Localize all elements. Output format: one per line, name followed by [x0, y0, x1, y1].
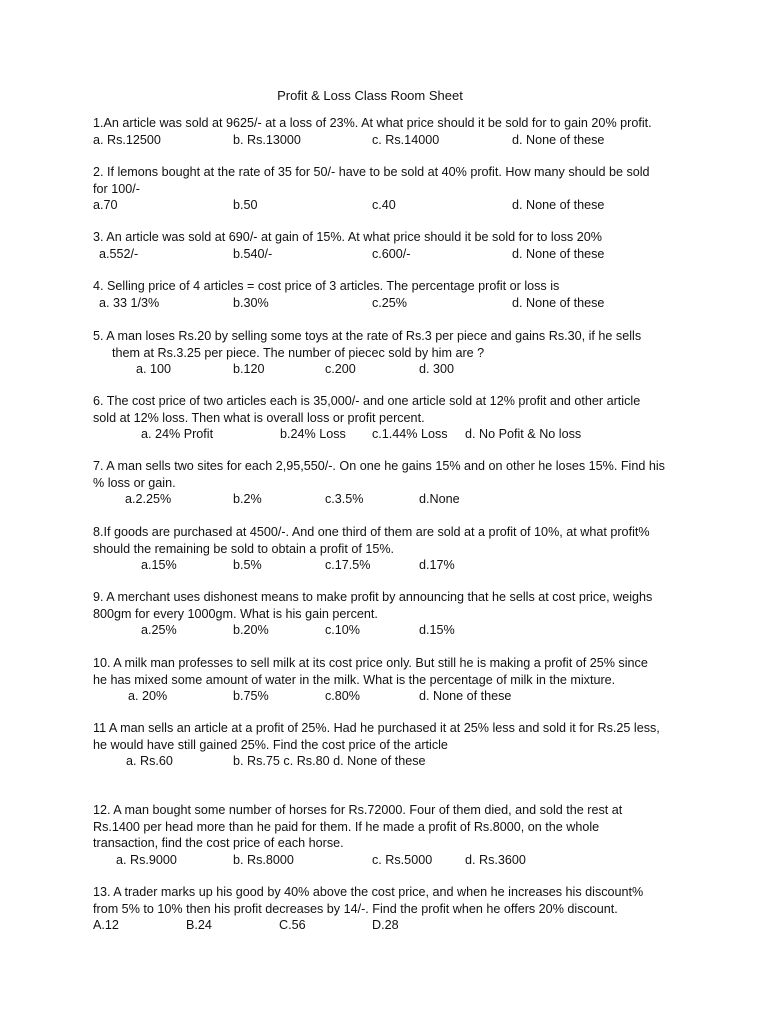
options-row [93, 132, 678, 149]
question-6 [93, 393, 678, 443]
question-text: he would have still gained 25%. Find the cost price of the article [93, 737, 448, 752]
question-text: 2. If lemons bought at the rate of 35 for 50/- have to be sold at 40% profit. How many should be sold [93, 165, 650, 179]
option-a: A.12 [93, 918, 119, 932]
question-text: them at Rs.3.25 per piece. The number of piecec sold by him are ? [112, 345, 485, 360]
question-text: 800gm for every 1000gm. What is his gain percent. [93, 606, 378, 621]
question-12 [93, 802, 678, 868]
question-text: 6. The cost price of two articles each is 35,000/- and one article sold at 12% profit and other article [93, 394, 641, 408]
option-a: a. Rs.9000 [116, 852, 177, 867]
option-b: b.50 [233, 198, 258, 212]
option-d: d. None of these [512, 295, 605, 310]
options-row [93, 688, 678, 705]
options-row [93, 753, 678, 770]
option-b: b.120 [233, 362, 265, 376]
option-a: a. 33 1/3% [99, 295, 160, 310]
option-c: c.25% [372, 295, 408, 310]
question-text: 4. Selling price of 4 articles = cost price of 3 articles. The percentage profit or loss is [93, 279, 560, 293]
option-c: c.3.5% [325, 492, 364, 506]
question-text: for 100/- [93, 181, 140, 196]
options-row [93, 622, 678, 639]
option-b: b.75% [233, 689, 269, 703]
question-1 [93, 115, 678, 148]
options-row [93, 491, 678, 508]
option-b: B.24 [186, 918, 212, 932]
question-11 [93, 720, 678, 770]
option-c: c.40 [372, 198, 396, 212]
option-b: b.2% [233, 492, 262, 506]
question-13 [93, 884, 678, 934]
option-d: d. None of these [512, 246, 605, 261]
option-a: a. 20% [128, 689, 168, 703]
question-text: 5. A man loses Rs.20 by selling some toys at the rate of Rs.3 per piece and gains Rs.30, if he sells [93, 329, 642, 343]
option-d: D.28 [372, 918, 399, 932]
option-d: d.15% [419, 623, 455, 637]
option-a: a.2.25% [125, 492, 172, 506]
option-c: c. Rs.5000 [372, 852, 433, 867]
question-text: sold at 12% loss. Then what is overall loss or profit percent. [93, 410, 425, 425]
option-c: c. Rs.14000 [372, 132, 440, 147]
page-title: Profit & Loss Class Room Sheet [277, 88, 463, 103]
option-d: d. No Pofit & No loss [465, 427, 582, 441]
question-text: Rs.1400 per head more than he paid for them. If he made a profit of Rs.8000, on the whole [93, 819, 600, 834]
question-8 [93, 524, 678, 574]
option-d: d. 300 [419, 362, 455, 376]
option-b: b.20% [233, 623, 269, 637]
option-b: b.30% [233, 295, 269, 310]
question-text: 3. An article was sold at 690/- at gain of 15%. At what price should it be sold for to loss 20% [93, 230, 602, 244]
question-text: 11 A man sells an article at a profit of 25%. Had he purchased it at 25% less and sold it for Rs.25 less, [93, 721, 660, 735]
option-c: c.10% [325, 623, 361, 637]
options-row [93, 295, 678, 312]
option-a: a. 24% Profit [141, 427, 214, 441]
option-d: d.17% [419, 558, 455, 572]
option-a: a. 100 [136, 362, 172, 376]
question-text: 1.An article was sold at 9625/- at a loss of 23%. At what price should it be sold for to gain 20% profit. [93, 116, 652, 130]
option-b: b.5% [233, 558, 262, 572]
option-d: d.None [419, 492, 460, 506]
question-text: transaction, find the cost price of each horse. [93, 836, 344, 850]
question-10 [93, 655, 678, 705]
option-b-c-d: b. Rs.75 c. Rs.80 d. None of these [233, 754, 426, 768]
question-text: 9. A merchant uses dishonest means to make profit by announcing that he sells at cost price, weighs [93, 590, 653, 604]
question-2 [93, 164, 678, 214]
option-c: C.56 [279, 918, 306, 932]
option-a: a.15% [141, 558, 177, 572]
options-row [93, 852, 678, 869]
option-b: b. Rs.8000 [233, 852, 294, 867]
options-row [93, 246, 678, 263]
option-c: c.600/- [372, 246, 411, 261]
question-3 [93, 229, 678, 262]
question-7 [93, 458, 678, 508]
option-a: a.25% [141, 623, 177, 637]
option-b: b.540/- [233, 246, 273, 261]
question-4 [93, 278, 678, 311]
question-text: 13. A trader marks up his good by 40% above the cost price, and when he increases his discount% [93, 885, 644, 899]
options-row [93, 917, 678, 934]
option-d: d. Rs.3600 [465, 852, 526, 867]
question-text: should the remaining be sold to obtain a profit of 15%. [93, 541, 395, 556]
question-text: he has mixed some amount of water in the milk. What is the percentage of milk in the mixture. [93, 672, 616, 687]
option-a: a.70 [93, 198, 118, 212]
question-5 [93, 328, 678, 378]
options-row [93, 426, 678, 443]
question-text: % loss or gain. [93, 475, 176, 490]
option-d: d. None of these [419, 689, 512, 703]
question-text: from 5% to 10% then his profit decreases by 14/-. Find the profit when he offers 20% discount. [93, 901, 618, 916]
question-text: 12. A man bought some number of horses for Rs.72000. Four of them died, and sold the rest at [93, 803, 623, 817]
options-row [93, 361, 678, 378]
option-b: b.24% Loss [280, 427, 346, 441]
option-c: c.200 [325, 362, 356, 376]
option-d: d. None of these [512, 198, 605, 212]
option-a: a. Rs.12500 [93, 132, 161, 147]
option-d: d. None of these [512, 132, 605, 147]
options-row [93, 197, 678, 214]
option-a: a.552/- [99, 246, 139, 261]
option-a: a. Rs.60 [126, 754, 173, 768]
options-row [93, 557, 678, 574]
option-b: b. Rs.13000 [233, 132, 301, 147]
option-c: c.17.5% [325, 558, 371, 572]
option-c: c.1.44% Loss [372, 427, 448, 441]
question-text: 8.If goods are purchased at 4500/-. And one third of them are sold at a profit of 10%, at what profit% [93, 525, 650, 539]
option-c: c.80% [325, 689, 361, 703]
question-text: 7. A man sells two sites for each 2,95,550/-. On one he gains 15% and on other he loses 15%. Find his [93, 459, 665, 473]
question-9 [93, 589, 678, 639]
question-text: 10. A milk man professes to sell milk at its cost price only. But still he is making a profit of 25% since [93, 656, 648, 670]
